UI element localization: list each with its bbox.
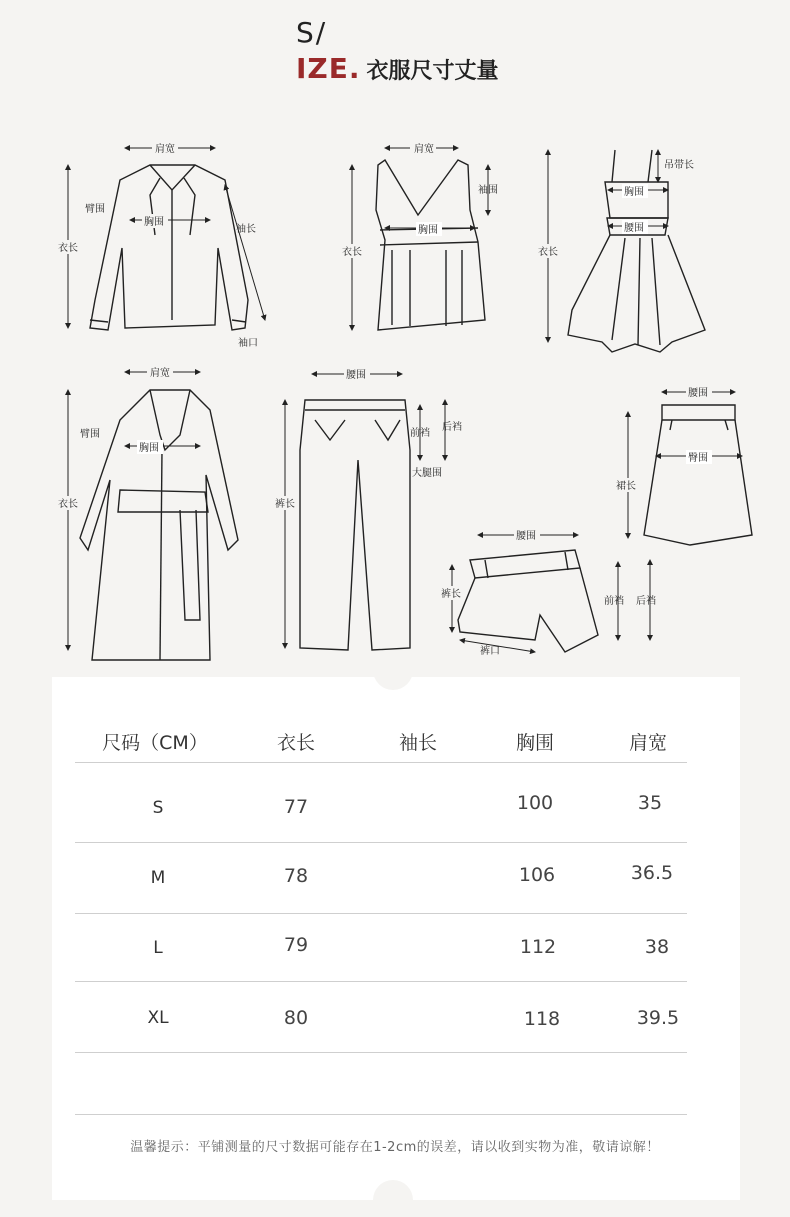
card-notch-bottom — [373, 1180, 413, 1217]
label-shorts-front-rise: 前裆 — [604, 596, 624, 607]
table-divider — [75, 913, 687, 914]
cell-shoulder: 39.5 — [636, 1007, 680, 1029]
label-shorts-length: 裤长 — [441, 589, 461, 600]
label-dress-length: 衣长 — [538, 247, 558, 258]
cell-length: 80 — [283, 1007, 309, 1029]
vest-diagram — [376, 160, 485, 330]
shirt-diagram — [90, 165, 248, 330]
coat-diagram — [80, 390, 238, 660]
label-dress-chest: 胸围 — [624, 187, 644, 198]
title-s: S/ — [296, 16, 328, 49]
label-shorts-hem: 裤口 — [480, 646, 500, 657]
cell-length: 79 — [283, 934, 309, 956]
table-divider — [75, 762, 687, 763]
header-length: 衣长 — [276, 732, 315, 754]
title-ize: IZE. — [296, 52, 361, 85]
header-shoulder: 肩宽 — [628, 732, 667, 754]
garment-illustrations — [0, 120, 790, 680]
label-shirt-sleeve: 袖长 — [236, 224, 256, 235]
cell-chest: 100 — [516, 792, 554, 814]
measurement-tip: 温馨提示：平铺测量的尺寸数据可能存在1-2cm的误差，请以收到实物为准，敬请谅解！ — [130, 1140, 660, 1155]
header-size: 尺码（CM） — [102, 732, 208, 754]
cell-length: 77 — [283, 796, 309, 818]
cell-size: M — [150, 868, 166, 888]
label-vest-armhole: 袖围 — [478, 185, 498, 196]
table-divider — [75, 1052, 687, 1053]
label-coat-shoulder: 肩宽 — [150, 368, 170, 379]
label-skirt-length: 裙长 — [616, 481, 636, 492]
header-chest: 胸围 — [515, 732, 554, 754]
label-shirt-cuff: 袖口 — [238, 338, 258, 349]
label-pants-thigh: 大腿围 — [412, 468, 442, 479]
label-skirt-hip: 臀围 — [688, 453, 708, 464]
label-pants-back-rise: 后裆 — [442, 422, 462, 433]
label-shorts-waist: 腰围 — [516, 531, 536, 542]
skirt-diagram — [644, 405, 752, 545]
label-vest-chest: 胸围 — [418, 225, 438, 236]
cell-shoulder: 35 — [637, 792, 663, 814]
label-coat-length: 衣长 — [58, 499, 78, 510]
cell-length: 78 — [283, 865, 309, 887]
cell-chest: 112 — [519, 936, 557, 958]
dress-diagram — [568, 150, 705, 352]
label-pants-length: 裤长 — [275, 499, 295, 510]
pants-diagram — [300, 400, 410, 650]
label-shirt-shoulder: 肩宽 — [155, 144, 175, 155]
shorts-diagram — [458, 550, 598, 652]
cell-size: L — [153, 938, 163, 958]
cell-chest: 106 — [518, 864, 556, 886]
label-dress-waist: 腰围 — [624, 223, 644, 234]
header-sleeve: 袖长 — [398, 732, 437, 754]
table-divider — [75, 981, 687, 982]
cell-chest: 118 — [523, 1008, 561, 1030]
table-divider — [75, 842, 687, 843]
label-coat-chest: 胸围 — [139, 443, 159, 454]
cell-size: S — [152, 798, 164, 818]
label-vest-shoulder: 肩宽 — [414, 144, 434, 155]
label-shirt-length: 衣长 — [58, 243, 78, 254]
label-shirt-chest: 胸围 — [144, 217, 164, 228]
cell-shoulder: 36.5 — [630, 862, 674, 884]
cell-size: XL — [147, 1008, 169, 1028]
label-shirt-arm: 臂围 — [85, 204, 105, 215]
label-shorts-back-rise: 后裆 — [636, 596, 656, 607]
title-cn: 衣服尺寸丈量 — [366, 59, 499, 84]
label-coat-arm: 臂围 — [80, 429, 100, 440]
label-vest-length: 衣长 — [342, 247, 362, 258]
label-pants-front-rise: 前裆 — [410, 428, 430, 439]
page-title — [296, 18, 499, 85]
label-skirt-waist: 腰围 — [688, 388, 708, 399]
label-dress-strap: 吊带长 — [664, 160, 694, 171]
measurement-diagrams — [0, 120, 790, 680]
label-pants-waist: 腰围 — [346, 370, 366, 381]
table-divider — [75, 1114, 687, 1115]
cell-shoulder: 38 — [644, 936, 670, 958]
